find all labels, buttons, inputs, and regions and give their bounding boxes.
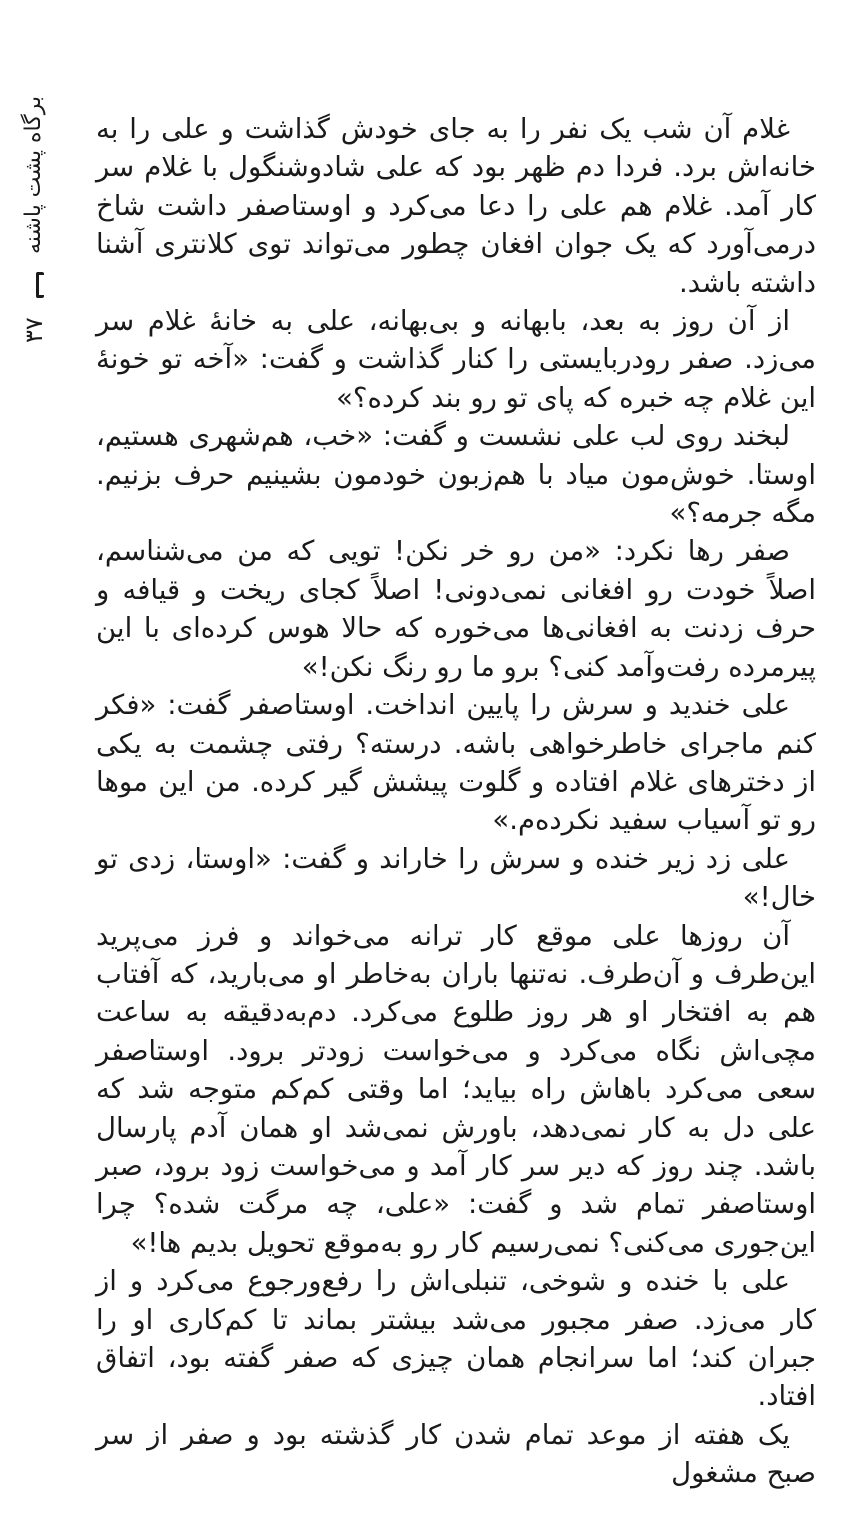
page-number-bracket (36, 272, 44, 298)
paragraph: یک هفته از موعد تمام شدن کار گذشته بود و صفر از سر صبح مشغول (96, 1418, 816, 1490)
running-title: برگاه پشت پاشنه (21, 96, 46, 254)
paragraph: آن روزها علی موقع کار ترانه می‌خواند و فرز می‌پرید این‌طرف و آن‌طرف. نه‌تنها باران به‌خاطر او می‌بارید، که آفتاب هم به افتخار او هر روز طلوع می‌کرد. دم‌به‌دقیقه به ساعت مچی‌اش نگاه می‌کرد و می‌خواست زودتر برود. اوستاصفر سعی می‌کرد باهاش راه بیاید؛ اما وقتی کم‌کم متوجه شد که علی دل به کار نمی‌دهد، باورش نمی‌شد او همان آدم پارسال باشد. چند روز که دیر سر کار آمد و می‌خواست زود برود، صبر اوستاصفر تمام شد و گفت: «علی، چه مرگت شده؟ چرا این‌جوری می‌کنی؟ نمی‌رسیم کار رو به‌موقع تحویل بدیم ها!» (96, 919, 816, 1259)
paragraph: غلام آن شب یک نفر را به جای خودش گذاشت و علی را به خانه‌اش برد. فردا دم ظهر بود که علی شادوشنگول با غلام سر کار آمد. غلام هم علی را دعا می‌کرد و اوستاصفر داشت شاخ درمی‌آورد که یک جوان افغان چطور می‌تواند توی کلانتری آشنا داشته باشد. (96, 113, 816, 299)
paragraph: علی زد زیر خنده و سرش را خاراند و گفت: «اوستا، زدی تو خال!» (96, 842, 816, 914)
page-margin (14, 96, 60, 356)
paragraph: از آن روز به بعد، بابهانه و بی‌بهانه، علی به خانهٔ غلام سر می‌زد. صفر رودربایستی را کنار گذاشت و گفت: «آخه تو خونهٔ این غلام چه خبره که پای تو رو بند کرده؟» (96, 305, 816, 414)
paragraph: لبخند روی لب علی نشست و گفت: «خب، هم‌شهری هستیم، اوستا. خوش‌مون میاد با هم‌زبون خودمون بشینیم حرف بزنیم. مگه جرمه؟» (96, 420, 816, 530)
paragraph: صفر رها نکرد: «من رو خر نکن! تویی که من می‌شناسم، اصلاً خودت رو افغانی نمی‌دونی! اصلاً کجای ریخت و قیافه و حرف زدنت به افغانی‌ها می‌خوره که حالا هوس کرده‌ای با این پیرمرده رفت‌وآمد کنی؟ برو ما رو رنگ نکن!» (96, 535, 816, 683)
paragraph: علی با خنده و شوخی، تنبلی‌اش را رفع‌ورجوع می‌کرد و از کار می‌زد. صفر مجبور می‌شد بیشتر بماند تا کم‌کاری او را جبران کند؛ اما سرانجام همان چیزی که صفر گفته بود، اتفاق افتاد. (96, 1265, 816, 1413)
paragraph: علی خندید و سرش را پایین انداخت. اوستاصفر گفت: «فکر کنم ماجرای خاطرخواهی باشه. درسته؟ رفتی چشمت به یکی از دخترهای غلام افتاده و گلوت پیشش گیر کرده. من این موها رو تو آسیاب سفید نکرده‌م.» (96, 689, 816, 837)
body-text (96, 110, 816, 1493)
page-number: ۳۷ (20, 317, 48, 343)
